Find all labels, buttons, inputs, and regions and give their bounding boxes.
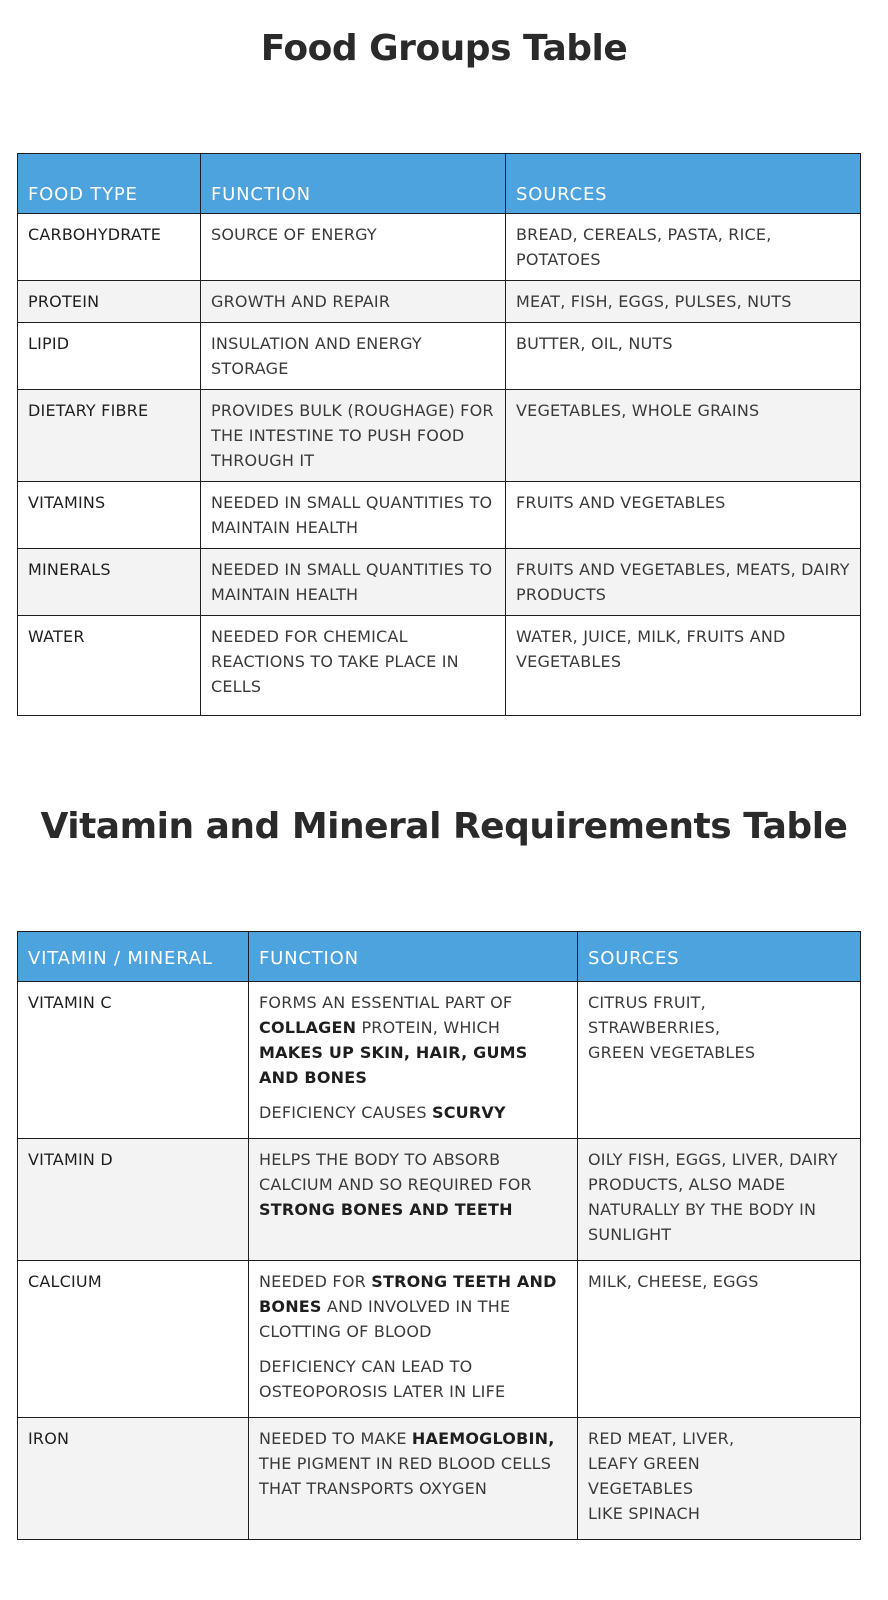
sources-line: MILK, CHEESE, EGGS [588,1272,759,1291]
function-text: FORMS AN ESSENTIAL PART OF [259,993,513,1012]
sources-line: CITRUS FRUIT, [588,993,706,1012]
function-cell [249,1418,578,1540]
function-text: DEFICIENCY CAUSES [259,1103,433,1122]
vitamin-mineral-cell: IRON [18,1418,249,1540]
function-cell [249,1261,578,1418]
sources-cell [578,1139,861,1261]
food-groups-title: Food Groups Table [260,28,628,69]
function-cell: GROWTH AND REPAIR [201,281,506,323]
table-row [18,549,861,616]
sources-line: STRAWBERRIES, [588,1018,721,1037]
function-cell: SOURCE OF ENERGY [201,214,506,281]
food-type-cell: DIETARY FIBRE [18,390,201,482]
function-emphasis: MAKES UP SKIN, HAIR, GUMS AND BONES [259,1043,528,1087]
function-cell: NEEDED FOR CHEMICAL REACTIONS TO TAKE PLACE IN CELLS [201,616,506,716]
sources-cell [578,982,861,1139]
sources-cell: BUTTER, OIL, NUTS [506,323,861,390]
table-row [18,616,861,716]
table-header-row [18,154,861,214]
food-groups-table [17,153,861,716]
function-emphasis: STRONG TEETH AND BONES [259,1272,557,1316]
function-cell [249,982,578,1139]
table-row [18,982,861,1139]
sources-cell [578,1418,861,1540]
column-header-sources: SOURCES [506,154,861,214]
column-header-food-type: FOOD TYPE [18,154,201,214]
column-header-vitamin-mineral: VITAMIN / MINERAL [18,932,249,982]
food-type-cell: MINERALS [18,549,201,616]
function-cell [249,1139,578,1261]
sources-line: GREEN VEGETABLES [588,1043,756,1062]
table-row [18,390,861,482]
function-text: HELPS THE BODY TO ABSORB CALCIUM AND SO REQUIRED FOR [259,1150,532,1194]
table-row [18,482,861,549]
table-row [18,1139,861,1261]
sources-line: VEGETABLES [588,1479,694,1498]
function-text: NEEDED TO MAKE [259,1429,412,1448]
function-cell: PROVIDES BULK (ROUGHAGE) FOR THE INTESTINE TO PUSH FOOD THROUGH IT [201,390,506,482]
sources-line: RED MEAT, LIVER, [588,1429,735,1448]
function-emphasis: SCURVY [432,1103,506,1122]
function-cell: INSULATION AND ENERGY STORAGE [201,323,506,390]
column-header-function: FUNCTION [249,932,578,982]
sources-line: OILY FISH, EGGS, LIVER, DAIRY PRODUCTS, ALSO MADE NATURALLY BY THE BODY IN SUNLIGHT [588,1150,838,1244]
column-header-sources: SOURCES [578,932,861,982]
sources-line: LIKE SPINACH [588,1504,701,1523]
table-row [18,214,861,281]
sources-cell: WATER, JUICE, MILK, FRUITS AND VEGETABLES [506,616,861,716]
sources-cell: FRUITS AND VEGETABLES [506,482,861,549]
function-emphasis: HAEMOGLOBIN, [411,1429,555,1448]
food-type-cell: LIPID [18,323,201,390]
function-cell: NEEDED IN SMALL QUANTITIES TO MAINTAIN HEALTH [201,482,506,549]
table-row [18,281,861,323]
sources-cell: FRUITS AND VEGETABLES, MEATS, DAIRY PRODUCTS [506,549,861,616]
sources-cell: BREAD, CEREALS, PASTA, RICE, POTATOES [506,214,861,281]
deficiency-note: DEFICIENCY CAN LEAD TO OSTEOPOROSIS LATER IN LIFE [259,1357,506,1401]
food-type-cell: WATER [18,616,201,716]
vitamin-mineral-cell: CALCIUM [18,1261,249,1418]
vitamin-mineral-cell: VITAMIN D [18,1139,249,1261]
function-emphasis: STRONG BONES AND TEETH [259,1200,513,1219]
function-text: PROTEIN, WHICH [356,1018,501,1037]
sources-cell [578,1261,861,1418]
vitamin-mineral-title: Vitamin and Mineral Requirements Table [40,806,848,847]
vitamin-mineral-cell: VITAMIN C [18,982,249,1139]
food-type-cell: VITAMINS [18,482,201,549]
table-row [18,323,861,390]
vitamin-mineral-table [17,931,861,1540]
table-row [18,1261,861,1418]
table-row [18,1418,861,1540]
column-header-function: FUNCTION [201,154,506,214]
function-text: NEEDED FOR [259,1272,372,1291]
function-cell: NEEDED IN SMALL QUANTITIES TO MAINTAIN HEALTH [201,549,506,616]
function-text: AND INVOLVED IN THE CLOTTING OF BLOOD [259,1297,511,1341]
function-text: THE PIGMENT IN RED BLOOD CELLS THAT TRANSPORTS OXYGEN [259,1454,552,1498]
food-type-cell: CARBOHYDRATE [18,214,201,281]
food-type-cell: PROTEIN [18,281,201,323]
function-emphasis: COLLAGEN [259,1018,357,1037]
sources-cell: MEAT, FISH, EGGS, PULSES, NUTS [506,281,861,323]
sources-cell: VEGETABLES, WHOLE GRAINS [506,390,861,482]
deficiency-note [259,1100,567,1125]
table-header-row [18,932,861,982]
sources-line: LEAFY GREEN [588,1454,700,1473]
